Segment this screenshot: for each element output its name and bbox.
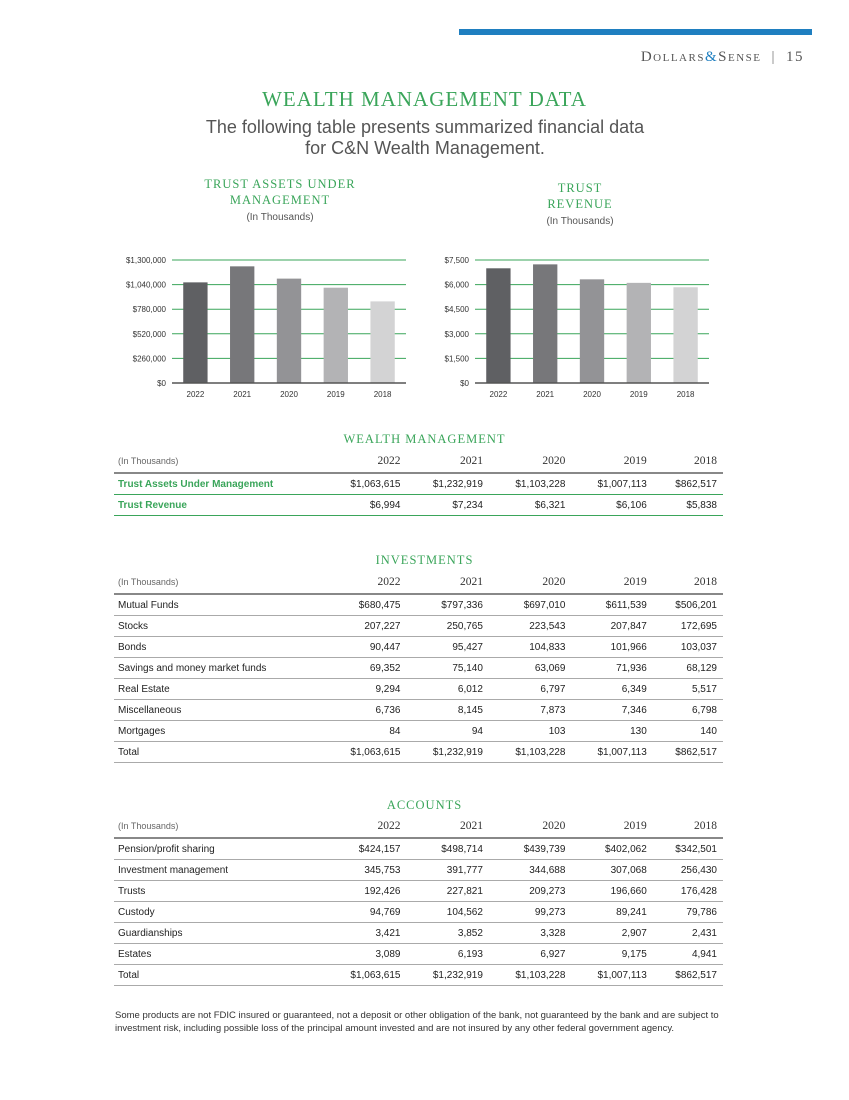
table-cell: 95,427 [406, 637, 488, 658]
year-column-header: 2021 [459, 575, 483, 588]
bar-2020 [580, 279, 604, 383]
table-cell: 6,927 [489, 944, 571, 965]
table-cell: $862,517 [653, 965, 723, 986]
table-cell: 103 [489, 721, 571, 742]
bar-2019 [324, 288, 348, 383]
bar-2021 [230, 266, 254, 383]
table-cell: $1,103,228 [489, 965, 571, 986]
y-tick-label: $780,000 [132, 305, 166, 315]
table-row [114, 965, 723, 986]
table-unit-label: (In Thousands) [118, 820, 179, 831]
x-tick-label: 2021 [536, 390, 555, 399]
year-column-header: 2022 [377, 819, 401, 832]
y-tick-label: $260,000 [132, 354, 166, 364]
table-cell: 2,907 [571, 923, 652, 944]
row-label: Trusts [114, 881, 324, 902]
table-cell: 6,736 [324, 700, 406, 721]
row-label: Bonds [114, 637, 324, 658]
table-cell: 6,193 [406, 944, 488, 965]
table-row [114, 860, 723, 881]
table-cell: 209,273 [489, 881, 571, 902]
table-cell: 207,847 [571, 616, 652, 637]
row-label: Total [114, 742, 324, 763]
table-cell: $1,103,228 [489, 473, 571, 495]
table-cell: 7,873 [489, 700, 571, 721]
table-cell: 192,426 [324, 881, 406, 902]
table-cell: $862,517 [653, 473, 723, 495]
table-cell: 104,833 [489, 637, 571, 658]
table-cell: $7,234 [406, 495, 488, 516]
table-cell: 223,543 [489, 616, 571, 637]
table-cell: 69,352 [324, 658, 406, 679]
table-row [114, 700, 723, 721]
row-label: Pension/profit sharing [114, 838, 324, 860]
table-row [114, 495, 723, 516]
wealth-management-table [114, 453, 723, 516]
year-column-header: 2022 [377, 575, 401, 588]
table-cell: 344,688 [489, 860, 571, 881]
table-cell: $611,539 [571, 594, 652, 616]
table-cell: 3,089 [324, 944, 406, 965]
table-cell: 89,241 [571, 902, 652, 923]
x-tick-label: 2020 [583, 390, 601, 399]
x-tick-label: 2019 [326, 390, 345, 399]
table-cell: $506,201 [653, 594, 723, 616]
year-column-header: 2018 [694, 575, 717, 588]
table-row [114, 742, 723, 763]
table-cell: $1,063,615 [324, 473, 406, 495]
year-column-header: 2021 [459, 454, 483, 467]
y-tick-label: $1,500 [444, 354, 469, 364]
year-column-header: 2018 [694, 454, 717, 467]
y-tick-label: $0 [460, 379, 469, 388]
table-cell: 391,777 [406, 860, 488, 881]
table-row [114, 594, 723, 616]
table-row [114, 838, 723, 860]
table-cell: 4,941 [653, 944, 723, 965]
table-cell: 207,227 [324, 616, 406, 637]
table-cell: $424,157 [324, 838, 406, 860]
table-cell: $1,232,919 [406, 742, 488, 763]
table-cell: 79,786 [653, 902, 723, 923]
year-column-header: 2020 [542, 575, 566, 588]
table-cell: $6,994 [324, 495, 406, 516]
bar-2022 [486, 268, 510, 383]
table-cell: $6,321 [489, 495, 571, 516]
x-tick-label: 2018 [373, 390, 392, 399]
year-column-header: 2019 [623, 819, 647, 832]
table-cell: 6,012 [406, 679, 488, 700]
chart-title-assets-line2: MANAGEMENT [229, 193, 331, 207]
brand-left: Dollars [640, 49, 705, 65]
row-label: Mortgages [114, 721, 324, 742]
accounts-table [114, 818, 723, 986]
table-cell: 84 [324, 721, 406, 742]
table-row [114, 616, 723, 637]
wealth-table-title: WEALTH MANAGEMENT [343, 432, 506, 446]
x-tick-label: 2019 [629, 390, 648, 399]
table-cell: $862,517 [653, 742, 723, 763]
year-column-header: 2020 [542, 819, 566, 832]
bar-2022 [183, 282, 207, 383]
table-cell: $1,232,919 [406, 473, 488, 495]
trust-revenue-bar-chart [425, 250, 725, 405]
table-cell: 307,068 [571, 860, 652, 881]
table-cell: $680,475 [324, 594, 406, 616]
table-cell: 130 [571, 721, 652, 742]
y-tick-label: $3,000 [444, 329, 469, 339]
brand-ampersand: & [704, 49, 719, 65]
row-label: Trust Revenue [114, 495, 324, 516]
table-cell: $1,103,228 [489, 742, 571, 763]
table-cell: 75,140 [406, 658, 488, 679]
table-cell: 9,175 [571, 944, 652, 965]
table-row [114, 637, 723, 658]
chart-title-revenue-line1: TRUST [557, 181, 603, 195]
y-tick-label: $1,040,000 [125, 280, 166, 290]
table-row [114, 679, 723, 700]
table-cell: $402,062 [571, 838, 652, 860]
investments-table-title: INVESTMENTS [375, 553, 474, 567]
x-tick-label: 2018 [676, 390, 695, 399]
table-row [114, 881, 723, 902]
page-subtitle: The following table presents summarized financial data for C&N Wealth Management. [205, 117, 645, 158]
table-cell: 172,695 [653, 616, 723, 637]
table-unit-label: (In Thousands) [118, 576, 179, 587]
table-cell: $1,007,113 [571, 742, 652, 763]
table-cell: 3,421 [324, 923, 406, 944]
table-row [114, 902, 723, 923]
accounts-table-title: ACCOUNTS [386, 798, 463, 812]
row-label: Mutual Funds [114, 594, 324, 616]
table-cell: 8,145 [406, 700, 488, 721]
table-row [114, 923, 723, 944]
table-cell: 71,936 [571, 658, 652, 679]
table-cell: 250,765 [406, 616, 488, 637]
table-cell: $342,501 [653, 838, 723, 860]
bar-2020 [277, 279, 301, 383]
row-label: Estates [114, 944, 324, 965]
table-cell: 345,753 [324, 860, 406, 881]
y-tick-label: $0 [157, 379, 166, 388]
table-cell: 6,349 [571, 679, 652, 700]
y-tick-label: $1,300,000 [125, 256, 166, 265]
y-tick-label: $7,500 [444, 256, 469, 265]
year-column-header: 2019 [623, 575, 647, 588]
year-column-header: 2019 [623, 454, 647, 467]
table-row [114, 944, 723, 965]
page-title: WEALTH MANAGEMENT DATA [262, 87, 587, 111]
page-header [641, 49, 804, 66]
bar-2018 [370, 301, 394, 383]
table-cell: 140 [653, 721, 723, 742]
chart-title-assets [190, 176, 370, 226]
table-cell: 99,273 [489, 902, 571, 923]
table-cell: 94,769 [324, 902, 406, 923]
year-column-header: 2018 [694, 819, 717, 832]
row-label: Real Estate [114, 679, 324, 700]
table-cell: $1,007,113 [571, 473, 652, 495]
row-label: Savings and money market funds [114, 658, 324, 679]
bar-2021 [533, 264, 557, 383]
table-cell: 104,562 [406, 902, 488, 923]
x-tick-label: 2020 [280, 390, 298, 399]
table-cell: 256,430 [653, 860, 723, 881]
table-row [114, 473, 723, 495]
table-cell: 68,129 [653, 658, 723, 679]
row-label: Total [114, 965, 324, 986]
table-cell: 2,431 [653, 923, 723, 944]
table-cell: $697,010 [489, 594, 571, 616]
table-cell: 90,447 [324, 637, 406, 658]
year-column-header: 2020 [542, 454, 566, 467]
row-label: Guardianships [114, 923, 324, 944]
page-number: 15 [786, 49, 804, 65]
table-header-row [114, 818, 723, 838]
chart-title-revenue [520, 180, 640, 230]
investments-table [114, 574, 723, 763]
table-row [114, 658, 723, 679]
bar-2018 [673, 287, 697, 383]
header-accent-bar [459, 29, 812, 35]
table-cell: 5,517 [653, 679, 723, 700]
table-row [114, 721, 723, 742]
year-column-header: 2022 [377, 454, 401, 467]
chart-title-revenue-line2: REVENUE [547, 197, 613, 211]
bar-2019 [627, 283, 651, 383]
table-header-row [114, 453, 723, 473]
table-cell: $1,007,113 [571, 965, 652, 986]
table-cell: $439,739 [489, 838, 571, 860]
table-cell: 101,966 [571, 637, 652, 658]
table-unit-label: (In Thousands) [118, 455, 179, 466]
chart-title-assets-line1: TRUST ASSETS UNDER [204, 177, 356, 191]
x-tick-label: 2022 [186, 390, 205, 399]
row-label: Trust Assets Under Management [114, 473, 324, 495]
table-cell: 94 [406, 721, 488, 742]
disclaimer-text: Some products are not FDIC insured or guaranteed, not a deposit or other obligation of the bank, not guaranteed by the bank and are subject to investment risk, including possible loss of the principal amount invested and are not insured by any other federal government agency. [115, 1010, 719, 1034]
table-cell: $498,714 [406, 838, 488, 860]
table-cell: 3,852 [406, 923, 488, 944]
trust-assets-bar-chart [100, 250, 420, 405]
year-column-header: 2021 [459, 819, 483, 832]
row-label: Miscellaneous [114, 700, 324, 721]
brand-right: Sense [718, 49, 762, 65]
table-header-row [114, 574, 723, 594]
y-tick-label: $520,000 [132, 329, 166, 339]
table-cell: 6,797 [489, 679, 571, 700]
table-cell: 3,328 [489, 923, 571, 944]
table-cell: $6,106 [571, 495, 652, 516]
row-label: Custody [114, 902, 324, 923]
table-cell: $1,063,615 [324, 742, 406, 763]
x-tick-label: 2021 [233, 390, 252, 399]
table-cell: 6,798 [653, 700, 723, 721]
table-cell: $1,063,615 [324, 965, 406, 986]
chart-unit-revenue: (In Thousands) [546, 216, 614, 227]
table-cell: 7,346 [571, 700, 652, 721]
table-cell: 103,037 [653, 637, 723, 658]
y-tick-label: $4,500 [444, 305, 469, 315]
table-cell: $1,232,919 [406, 965, 488, 986]
chart-unit-assets: (In Thousands) [246, 212, 314, 223]
table-cell: 176,428 [653, 881, 723, 902]
header-separator: | [771, 49, 776, 65]
table-cell: 9,294 [324, 679, 406, 700]
table-cell: 196,660 [571, 881, 652, 902]
table-cell: 63,069 [489, 658, 571, 679]
table-cell: $797,336 [406, 594, 488, 616]
row-label: Investment management [114, 860, 324, 881]
x-tick-label: 2022 [489, 390, 508, 399]
y-tick-label: $6,000 [444, 280, 469, 290]
row-label: Stocks [114, 616, 324, 637]
table-cell: 227,821 [406, 881, 488, 902]
table-cell: $5,838 [653, 495, 723, 516]
